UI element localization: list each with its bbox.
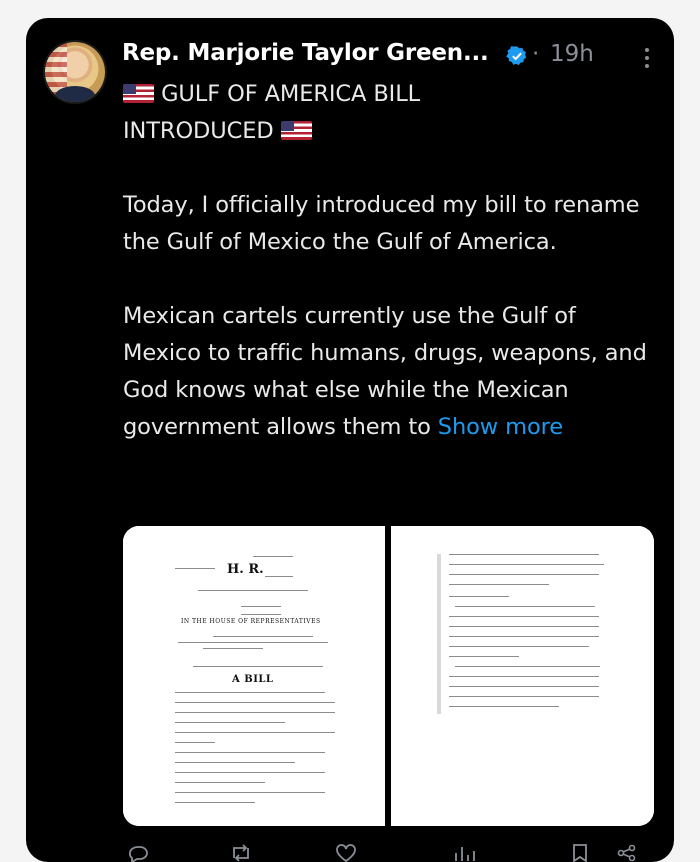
verified-badge-icon (506, 45, 528, 67)
more-dots-icon[interactable] (644, 48, 650, 70)
tweet-text (123, 76, 658, 446)
tweet-actions (123, 844, 663, 862)
bill-page-1-image[interactable] (123, 526, 385, 826)
tweet-paragraph-2 (123, 298, 658, 446)
author-avatar[interactable] (45, 42, 105, 102)
bill-page-2-image[interactable] (391, 526, 654, 826)
views-icon[interactable] (453, 844, 475, 862)
tweet-card[interactable] (26, 18, 674, 862)
tweet-timestamp[interactable]: 19h (550, 41, 594, 67)
tweet-header (122, 40, 664, 80)
show-more-link[interactable]: Show more (437, 414, 564, 440)
us-flag-icon (281, 121, 312, 140)
bookmark-icon[interactable] (571, 844, 589, 862)
tweet-paragraph-1: Today, I officially introduced my bill to rename the Gulf of Mexico the Gulf of America. (123, 192, 640, 255)
avatar-figure (55, 86, 95, 102)
tweet-media[interactable] (123, 526, 654, 826)
headline-line-2: INTRODUCED (123, 118, 274, 144)
us-flag-icon (123, 84, 154, 103)
tweet-paragraph-2-text: Mexican cartels currently use the Gulf of Mexico to traffic humans, drugs, weapons, and God knows what else while the Mexican government allows them to (123, 303, 647, 440)
reply-icon[interactable] (127, 844, 149, 862)
header-separator: · (532, 41, 540, 67)
bill-hr-number: H. R. (227, 562, 264, 577)
bill-heading: A BILL (232, 674, 274, 685)
headline-line-1: GULF OF AMERICA BILL (161, 81, 421, 107)
repost-icon[interactable] (229, 844, 253, 862)
author-name[interactable]: Rep. Marjorie Taylor Green... (122, 40, 489, 66)
bill-house-line: IN THE HOUSE OF REPRESENTATIVES (181, 618, 321, 625)
tweet-headline (123, 76, 658, 150)
like-icon[interactable] (335, 844, 357, 862)
share-icon[interactable] (617, 844, 637, 862)
